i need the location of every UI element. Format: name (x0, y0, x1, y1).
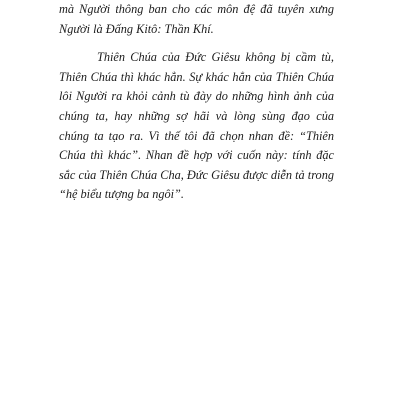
book-page-text (59, 0, 334, 205)
paragraph-main: Thiên Chúa của Đức Giêsu không bị cầm tù, Thiên Chúa thì khác hẳn. Sự khác hẳn của Thiên Chúa lôi Người ra khỏi cảnh tù đày do những hình ảnh của chúng ta, hay những sợ hãi và lòng sùng đạo của chúng ta tạo ra. Vì thế tôi đã chọn nhan đề: “Thiên Chúa thì khác”. Nhan đề hợp với cuốn này: tính đặc sắc của Thiên Chúa Cha, Đức Giêsu được diễn tả trong “hệ biểu tượng ba ngôi”. (59, 50, 334, 202)
paragraph-continuation: mà Người thông ban cho các môn đệ đã tuyên xưng Người là Đấng Kitô: Thần Khí. (59, 2, 334, 36)
